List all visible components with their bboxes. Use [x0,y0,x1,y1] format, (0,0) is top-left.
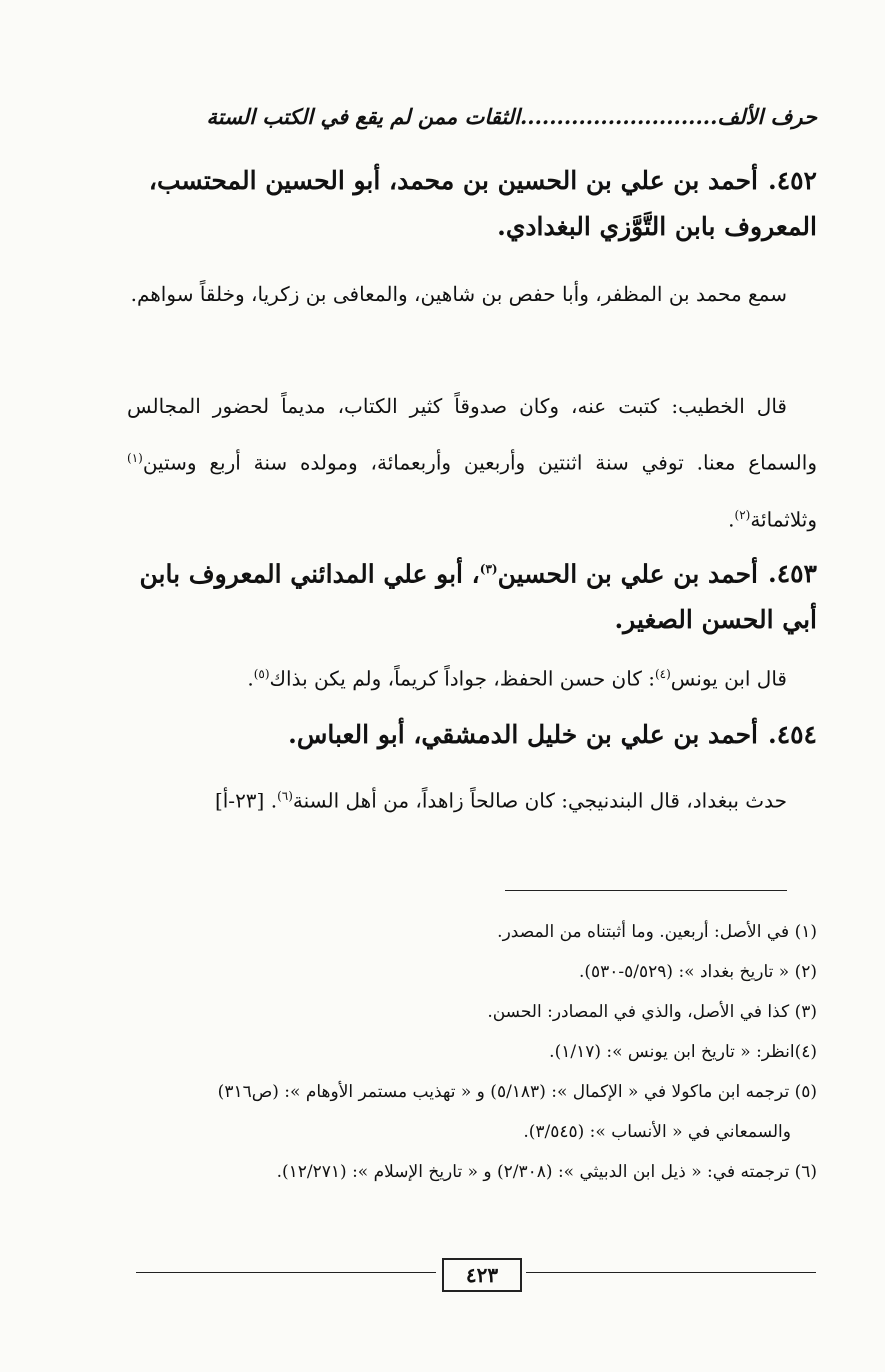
entry-name: ، أبو علي المدائني المعروف بابن أبي الحسن الصغير. [139,559,817,635]
paragraph-text: قال ابن يونس [670,666,787,691]
paragraph-text: وثلاثمائة [750,507,817,532]
footnote-4: (٤)انظر: « تاريخ ابن يونس »: (١/١٧). [549,1042,817,1062]
footnote-ref: (٢) [734,507,751,522]
footnote-5: (٥) ترجمه ابن ماكولا في « الإكمال »: (٥/١٨٣) و « تهذيب مستمر الأوهام »: (ص٣١٦) [217,1082,817,1102]
footnote-6: (٦) ترجمته في: « ذيل ابن الدبيثي »: (٢/٣٠٨) و « تاريخ الإسلام »: (١٢/٢٧١). [276,1162,817,1182]
footnote-ref: (٣) [479,562,498,576]
footnote-5-continued: والسمعاني في « الأنساب »: (٣/٥٤٥). [523,1122,791,1142]
entry-452-title [127,158,817,250]
paragraph-text: حدث ببغداد، قال البندنيجي: كان صالحاً زاهداً، من أهل السنة [292,788,787,813]
entry-453-title [127,546,817,643]
entry-name: أحمد بن علي بن الحسين بن محمد، أبو الحسين المحتسب، المعروف بابن التَّوَّزي البغدادي. [148,166,817,241]
paragraph-text: . [728,507,735,532]
entry-name: أحمد بن علي بن الحسين [497,559,758,589]
footnote-3: (٣) كذا في الأصل، والذي في المصادر: الحسن. [487,1002,817,1022]
footnote-ref: (١) [127,451,143,465]
entry-452-paragraph-1: سمع محمد بن المظفر، وأبا حفص بن شاهين، والمعافى بن زكريا، وخلقاً سواهم. [130,282,787,306]
header-book-title: الثقات ممن لم يقع في الكتب الستة [206,104,520,129]
footnote-ref: (٤) [654,667,671,681]
entry-454-paragraph [127,770,817,827]
running-header [72,104,817,129]
entry-453-paragraph [127,648,817,705]
footnote-separator [505,890,787,891]
footer-rule-left [136,1272,436,1273]
page-footer [136,1258,816,1298]
footnote-ref: (٦) [277,789,293,803]
footnote-ref: (٥) [253,667,270,681]
page-number: ٤٢٣ [442,1258,522,1292]
footnotes [117,912,817,1192]
paragraph-text: : كان حسن الحفظ، جواداً كريماً، ولم يكن بذاك [269,666,655,691]
footnote-2: (٢) « تاريخ بغداد »: (٥/٥٢٩-٥٣٠). [578,962,817,982]
header-dots: ........................... [519,104,718,129]
paragraph-text: قال الخطيب: كتبت عنه، وكان صدوقاً كثير الكتاب، مديماً لحضور المجالس والسماع معنا. توفي سنة اثنتين وأربعين وأربعمائة، ومولده سنة أربع وستين [127,394,817,475]
paragraph-text: . [٢٣-أ] [214,788,278,813]
entry-number: ٤٥٤. [767,720,817,749]
footer-rule-right [526,1272,816,1273]
entry-452-paragraph-2 [127,380,817,545]
entry-454-title [127,712,817,758]
paragraph-text: . [247,666,254,691]
footnote-1: (١) في الأصل: أربعين. وما أثبتناه من المصدر. [497,922,817,942]
entry-number: ٤٥٣. [767,559,817,589]
entry-number: ٤٥٢. [767,166,817,195]
header-section: حرف الألف [717,104,817,129]
entry-name: أحمد بن علي بن خليل الدمشقي، أبو العباس. [288,720,758,749]
